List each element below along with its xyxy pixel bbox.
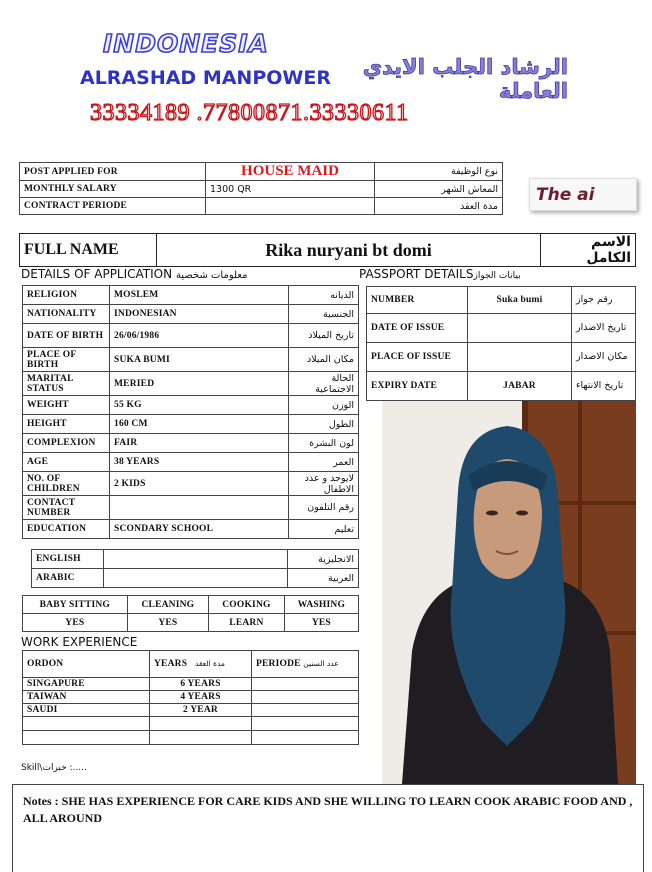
- fullname-value: Rika nuryani bt domi: [157, 234, 541, 267]
- language-label: ENGLISH: [32, 550, 104, 569]
- work-country: SAUDI: [23, 704, 150, 717]
- skill-line: Skill\خبرات :.....: [21, 763, 87, 773]
- details-row: [23, 286, 359, 305]
- work-col-periode-label: PERIODE: [256, 659, 301, 669]
- applicant-photo: [382, 401, 636, 784]
- details-label: DATE OF BIRTH: [23, 324, 110, 348]
- details-label: PLACE OF BIRTH: [23, 348, 110, 372]
- details-row: [23, 305, 359, 324]
- details-section-title: [21, 267, 247, 281]
- details-value: 2 KIDS: [110, 472, 289, 496]
- work-country: TAIWAN: [23, 691, 150, 704]
- details-label-arabic: الوزن: [289, 396, 359, 415]
- language-value: [104, 569, 288, 588]
- skill-header: BABY SITTING: [23, 596, 128, 614]
- details-label: NO. OF CHILDREN: [23, 472, 110, 496]
- contract-label: CONTRACT PERIODE: [20, 198, 206, 215]
- work-row: [23, 691, 359, 704]
- work-empty-cell: [252, 717, 359, 731]
- details-value: [110, 496, 289, 520]
- skill-value: LEARN: [209, 614, 285, 632]
- skill-value: YES: [127, 614, 208, 632]
- details-row: [23, 415, 359, 434]
- passport-row: [367, 343, 636, 372]
- language-label: ARABIC: [32, 569, 104, 588]
- work-empty-cell: [23, 717, 150, 731]
- work-section-title: WORK EXPERIENCE: [21, 635, 138, 649]
- details-value: SUKA BUMI: [110, 348, 289, 372]
- skill-value: YES: [284, 614, 358, 632]
- details-label-arabic: لايوجد و عدد الاطفال: [289, 472, 359, 496]
- language-label-arabic: الانجليزية: [288, 550, 359, 569]
- passport-label: EXPIRY DATE: [367, 372, 468, 401]
- passport-section-title: [359, 267, 521, 281]
- details-value: INDONESIAN: [110, 305, 289, 324]
- fullname-label-arabic: الاسم الكامل: [541, 234, 636, 267]
- work-col-ordon: ORDON: [23, 651, 150, 678]
- contract-label-arabic: مدة العقد: [375, 198, 503, 215]
- details-row: [23, 496, 359, 520]
- details-label-arabic: الحالة الاجتماعية: [289, 372, 359, 396]
- details-row: [23, 434, 359, 453]
- work-empty-cell: [23, 731, 150, 745]
- details-label: CONTACT NUMBER: [23, 496, 110, 520]
- passport-table: [366, 286, 636, 401]
- passport-row: [367, 372, 636, 401]
- work-row: [23, 678, 359, 691]
- work-row-empty: [23, 731, 359, 745]
- details-row: [23, 348, 359, 372]
- details-label-arabic: الديانه: [289, 286, 359, 305]
- fullname-table: [19, 233, 636, 267]
- details-value: MOSLEM: [110, 286, 289, 305]
- details-value: 38 YEARS: [110, 453, 289, 472]
- work-col-periode-arabic: عدد السنين: [303, 659, 339, 668]
- company-name: ALRASHAD MANPOWER: [80, 67, 331, 89]
- work-row-empty: [23, 717, 359, 731]
- fullname-label: FULL NAME: [20, 234, 157, 267]
- details-value: MERIED: [110, 372, 289, 396]
- work-years: 4 YEARS: [150, 691, 252, 704]
- details-label-arabic: لون البشرة: [289, 434, 359, 453]
- details-value: SCONDARY SCHOOL: [110, 520, 289, 539]
- passport-label: DATE OF ISSUE: [367, 314, 468, 343]
- details-label-arabic: الطول: [289, 415, 359, 434]
- post-label: POST APPLIED FOR: [20, 163, 206, 181]
- skill-value: YES: [23, 614, 128, 632]
- details-value: 160 CM: [110, 415, 289, 434]
- skill-header: CLEANING: [127, 596, 208, 614]
- details-row: [23, 372, 359, 396]
- passport-row: [367, 314, 636, 343]
- details-row: [23, 453, 359, 472]
- passport-title-arabic: بيانات الجواز: [473, 271, 521, 281]
- passport-label-arabic: مكان الاصدار: [572, 343, 636, 372]
- details-title-arabic: معلومات شخصية: [175, 270, 248, 281]
- details-row: [23, 396, 359, 415]
- passport-label: PLACE OF ISSUE: [367, 343, 468, 372]
- language-row: [32, 550, 359, 569]
- company-name-arabic: الرشاد الجلب الايدي العاملة: [362, 55, 568, 103]
- passport-value: JABAR: [468, 372, 572, 401]
- passport-value: Suka bumi: [468, 287, 572, 314]
- country-title: INDONESIA: [103, 29, 269, 58]
- work-country: SINGAPURE: [23, 678, 150, 691]
- job-table: [19, 162, 503, 215]
- work-table: [22, 650, 359, 745]
- details-label: RELIGION: [23, 286, 110, 305]
- passport-label: NUMBER: [367, 287, 468, 314]
- details-label-arabic: رقم التلفون: [289, 496, 359, 520]
- work-empty-cell: [252, 731, 359, 745]
- details-value: 55 KG: [110, 396, 289, 415]
- skills-table: [22, 595, 359, 632]
- work-empty-cell: [150, 731, 252, 745]
- passport-row: [367, 287, 636, 314]
- notes-box: Notes : SHE HAS EXPERIENCE FOR CARE KIDS AND SHE WILLING TO LEARN COOK ARABIC FOOD AND , ALL AROUND: [12, 784, 644, 872]
- passport-value: [468, 343, 572, 372]
- work-years: 6 YEARS: [150, 678, 252, 691]
- details-row: [23, 520, 359, 539]
- details-label-arabic: تعليم: [289, 520, 359, 539]
- work-col-years: [150, 651, 252, 678]
- work-periode: [252, 678, 359, 691]
- language-label-arabic: العربية: [288, 569, 359, 588]
- skill-header: COOKING: [209, 596, 285, 614]
- work-empty-cell: [150, 717, 252, 731]
- work-col-periode: [252, 651, 359, 678]
- details-label-arabic: الجنسية: [289, 305, 359, 324]
- post-label-arabic: نوع الوظيفة: [375, 163, 503, 181]
- passport-title: PASSPORT DETAILS: [359, 267, 474, 281]
- languages-table: [31, 549, 359, 588]
- details-label: MARITAL STATUS: [23, 372, 110, 396]
- details-label-arabic: العمر: [289, 453, 359, 472]
- details-label: NATIONALITY: [23, 305, 110, 324]
- details-label-arabic: مكان الميلاد: [289, 348, 359, 372]
- contract-value: [206, 198, 375, 215]
- passport-label-arabic: رقم جواز: [572, 287, 636, 314]
- post-value: HOUSE MAID: [206, 163, 375, 181]
- details-value: FAIR: [110, 434, 289, 453]
- details-title: DETAILS OF APPLICATION: [21, 267, 173, 281]
- language-row: [32, 569, 359, 588]
- details-label: AGE: [23, 453, 110, 472]
- work-periode: [252, 704, 359, 717]
- work-periode: [252, 691, 359, 704]
- details-label-arabic: تاريخ الميلاد: [289, 324, 359, 348]
- phone-numbers: 33334189 .77800871.33330611: [90, 100, 409, 126]
- details-label: COMPLEXION: [23, 434, 110, 453]
- details-table: [22, 285, 359, 539]
- salary-value: 1300 QR: [206, 181, 375, 198]
- details-row: [23, 324, 359, 348]
- passport-value: [468, 314, 572, 343]
- passport-label-arabic: تاريخ الاصدار: [572, 314, 636, 343]
- details-row: [23, 472, 359, 496]
- brand-badge: The ai: [529, 178, 637, 211]
- salary-label: MONTHLY SALARY: [20, 181, 206, 198]
- passport-label-arabic: تاريخ الانتهاء: [572, 372, 636, 401]
- language-value: [104, 550, 288, 569]
- details-value: 26/06/1986: [110, 324, 289, 348]
- details-label: EDUCATION: [23, 520, 110, 539]
- work-col-years-arabic: مدة العقد: [194, 659, 225, 668]
- skill-header: WASHING: [284, 596, 358, 614]
- details-label: WEIGHT: [23, 396, 110, 415]
- work-col-years-label: YEARS: [154, 659, 188, 669]
- work-row: [23, 704, 359, 717]
- work-years: 2 YEAR: [150, 704, 252, 717]
- details-label: HEIGHT: [23, 415, 110, 434]
- salary-label-arabic: المعاش الشهر: [375, 181, 503, 198]
